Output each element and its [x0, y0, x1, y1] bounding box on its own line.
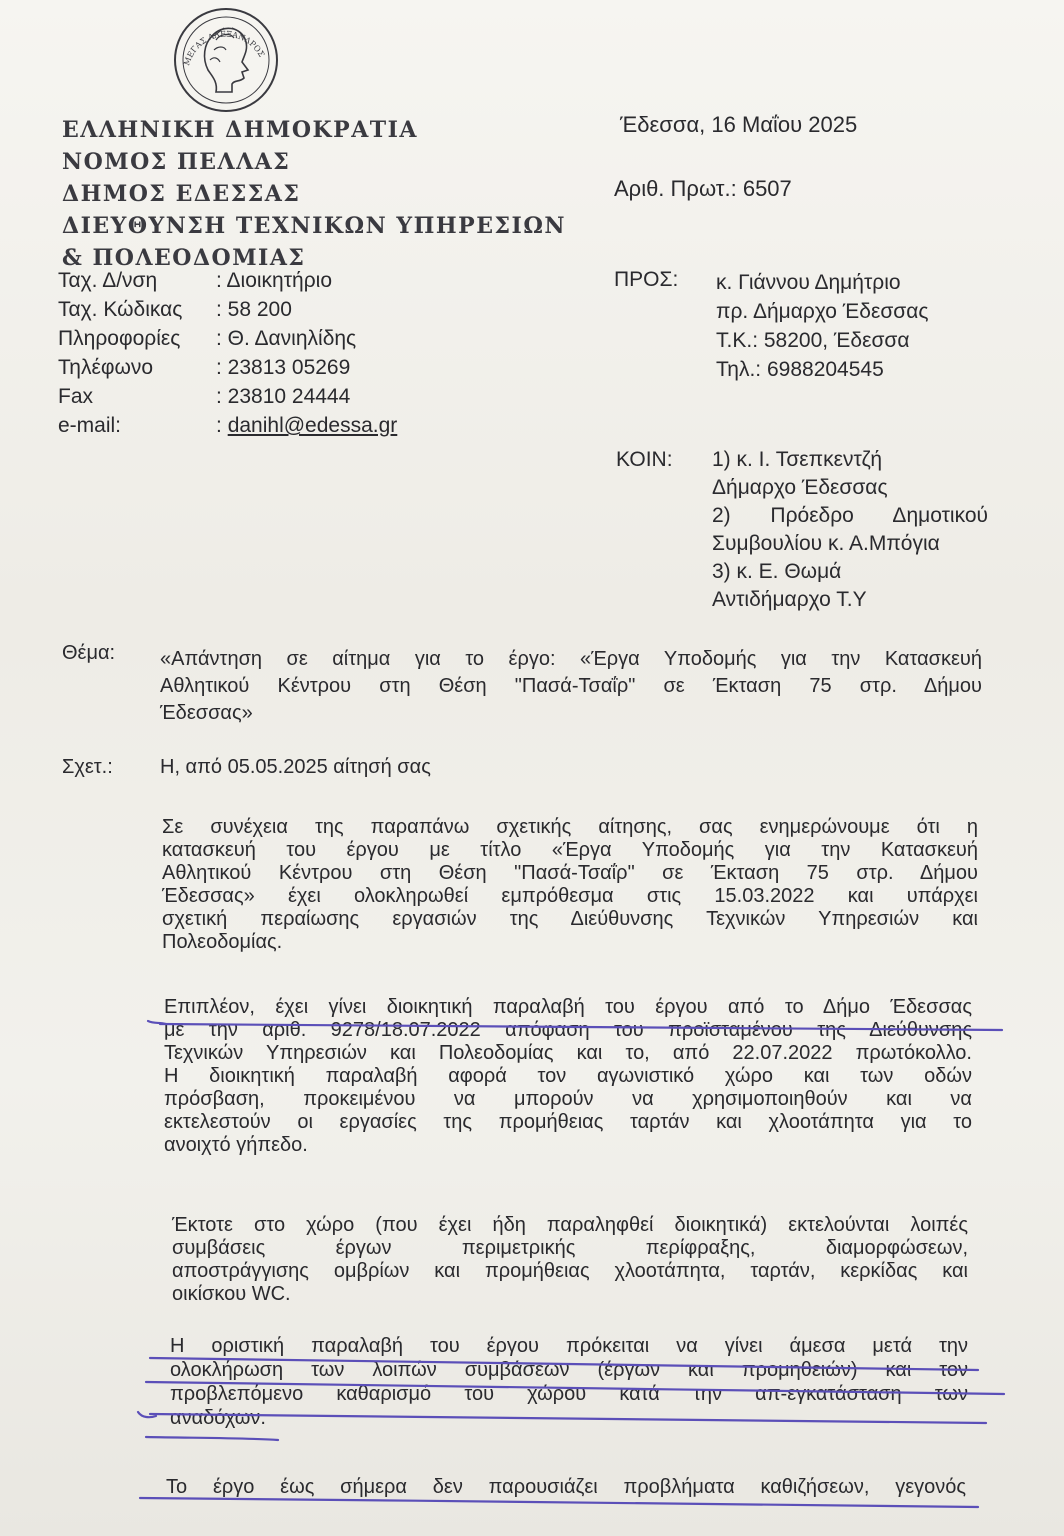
subject-label: Θέμα:	[62, 642, 116, 664]
paragraph-line: Το έργο έως σήμερα δεν παρουσιάζει προβλήματα καθιζήσεων, γεγονός	[166, 1476, 966, 1498]
contact-label: e-mail:	[58, 414, 122, 437]
cc-line: 2) Πρόεδρο Δημοτικού	[712, 504, 988, 527]
paragraph-line: Τεχνικών Υπηρεσιών και Πολεοδομίας και το, από 22.07.2022 πρωτόκολλο.	[164, 1042, 972, 1064]
pen-underline	[138, 1412, 156, 1417]
paragraph-line: Σε συνέχεια της παραπάνω σχετικής αίτησης, σας ενημερώνουμε ότι η	[162, 816, 978, 838]
cc-line: Αντιδήμαρχο Τ.Υ	[712, 588, 867, 611]
contact-value: : Θ. Δανιηλίδης	[216, 327, 357, 350]
contact-value: : 23810 24444	[216, 385, 351, 408]
body-paragraph	[162, 816, 978, 954]
contact-label: Ταχ. Κώδικας	[58, 298, 183, 321]
paragraph-line: οικίσκου WC.	[172, 1283, 291, 1305]
paragraph-line: συμβάσεις έργων περιμετρικής περίφραξης, διαμορφώσεων,	[172, 1237, 968, 1259]
contact-label: Fax	[58, 385, 94, 408]
paragraph-line: Έκτοτε στο χώρο (που έχει ήδη παραληφθεί διοικητικά) εκτελούνται λοιπές	[172, 1214, 968, 1236]
header-line: & ΠΟΛΕΟΔΟΜΙΑΣ	[62, 245, 306, 271]
cc-line: 1) κ. Ι. Τσεπκεντζή	[712, 448, 883, 471]
recipient-line: Τ.Κ.: 58200, Έδεσσα	[716, 329, 910, 352]
cc-line: Συμβουλίου κ. Α.Μπόγια	[712, 532, 940, 555]
contact-label: Πληροφορίες	[58, 327, 181, 350]
contact-value: : 23813 05269	[216, 356, 351, 379]
pen-underline	[140, 1498, 978, 1507]
body-paragraph	[172, 1214, 968, 1306]
header-line: ΕΛΛΗΝΙΚΗ ΔΗΜΟΚΡΑΤΙΑ	[62, 117, 418, 143]
recipient-line: κ. Γιάννου Δημήτριο	[716, 271, 901, 294]
recipient-block	[716, 268, 929, 384]
body-paragraph	[164, 996, 972, 1157]
paragraph-line: Έδεσσας» έχει ολοκληρωθεί εμπρόθεσμα στις 15.03.2022 και υπάρχει	[162, 885, 978, 907]
body-paragraph	[170, 1334, 968, 1430]
subject-line: Αθλητικού Κέντρου στη Θέση "Πασά-Τσαΐρ" σε Έκταση 75 στρ. Δήμου	[160, 675, 982, 697]
svg-text:ΜΕΓΑΣ ΑΛΕΞΑΝΔΡΟΣ: ΜΕΓΑΣ ΑΛΕΞΑΝΔΡΟΣ	[182, 29, 267, 67]
cc-label: ΚΟΙΝ:	[616, 448, 673, 471]
subject-line: Έδεσσας»	[160, 702, 253, 724]
reference-label: Σχετ.:	[62, 756, 113, 778]
contact-value: : 58 200	[216, 298, 292, 321]
cc-block	[712, 446, 988, 614]
cc-line: Δήμαρχο Έδεσσας	[712, 476, 888, 499]
paragraph-line: ολοκλήρωση των λοιπών συμβάσεων (έργων και προμηθειών) και τον	[170, 1359, 968, 1381]
contact-value: : Διοικητήριο	[216, 269, 332, 292]
subject-line: «Απάντηση σε αίτημα για το έργο: «Έργα Υποδομής για την Κατασκευή	[160, 648, 982, 670]
paragraph-line: Η οριστική παραλαβή του έργου πρόκειται να γίνει άμεσα μετά την	[170, 1335, 968, 1357]
recipient-label: ΠΡΟΣ:	[614, 268, 679, 291]
paragraph-line: σχετική περαίωσης εργασιών της Διεύθυνσης Τεχνικών Υπηρεσιών και	[162, 908, 978, 930]
paragraph-line: Επιπλέον, έχει γίνει διοικητική παραλαβή του έργου από το Δήμο Έδεσσας	[164, 996, 972, 1018]
recipient-line: πρ. Δήμαρχο Έδεσσας	[716, 300, 929, 323]
letter-date: Έδεσσα, 16 Μαΐου 2025	[620, 112, 858, 137]
body-paragraph	[166, 1476, 966, 1499]
paragraph-line: Η διοικητική παραλαβή αφορά τον αγωνιστικό χώρο και των οδών	[164, 1065, 972, 1087]
contact-label: Τηλέφωνο	[58, 356, 154, 379]
issuer-header	[62, 114, 566, 274]
subject-text	[160, 646, 982, 727]
paragraph-line: με την αριθ. 9278/18.07.2022 απόφαση του προϊσταμένου της Διεύθυνσης	[164, 1019, 972, 1041]
contact-colon: :	[216, 414, 222, 437]
paragraph-line: αναδόχων.	[170, 1407, 266, 1429]
header-line: ΔΙΕΥΘΥΝΣΗ ΤΕΧΝΙΚΩΝ ΥΠΗΡΕΣΙΩΝ	[62, 213, 567, 239]
header-line: ΝΟΜΟΣ ΠΕΛΛΑΣ	[62, 149, 291, 175]
paragraph-line: αποστράγγισης ομβρίων και προμήθειας χλοοτάπητα, ταρτάν, κερκίδας και	[172, 1260, 968, 1282]
paragraph-line: Πολεοδομίας.	[162, 931, 283, 953]
paragraph-line: προβλεπόμενο καθαρισμό του χώρου κατά την απ-εγκατάσταση των	[170, 1383, 968, 1405]
reference-text: Η, από 05.05.2025 αίτησή σας	[160, 756, 431, 778]
paragraph-line: Αθλητικού Κέντρου στη Θέση "Πασά-Τσαΐρ" σε Έκταση 75 στρ. Δήμου	[162, 862, 978, 884]
protocol-number: Αριθ. Πρωτ.: 6507	[614, 176, 792, 201]
paragraph-line: ανοιχτό γήπεδο.	[164, 1134, 308, 1156]
paragraph-line: κατασκευή του έργου με τίτλο «Έργα Υποδομής για την Κατασκευή	[162, 839, 978, 861]
cc-line: 3) κ. Ε. Θωμά	[712, 560, 842, 583]
paragraph-line: πρόσβαση, προκειμένου να μπορούν να χρησιμοποιηθούν και να	[164, 1088, 972, 1110]
paragraph-line: εκτελεστούν οι εργασίες της προμήθειας ταρτάν και χλοοτάπητα για το	[164, 1111, 972, 1133]
header-line: ΔΗΜΟΣ ΕΔΕΣΣΑΣ	[62, 181, 301, 207]
contact-label: Ταχ. Δ/νση	[58, 269, 158, 292]
alexander-seal-logo	[172, 6, 280, 114]
email-link[interactable]: danihl@edessa.gr	[227, 414, 398, 437]
pen-underline	[146, 1437, 278, 1440]
recipient-line: Τηλ.: 6988204545	[716, 358, 884, 381]
